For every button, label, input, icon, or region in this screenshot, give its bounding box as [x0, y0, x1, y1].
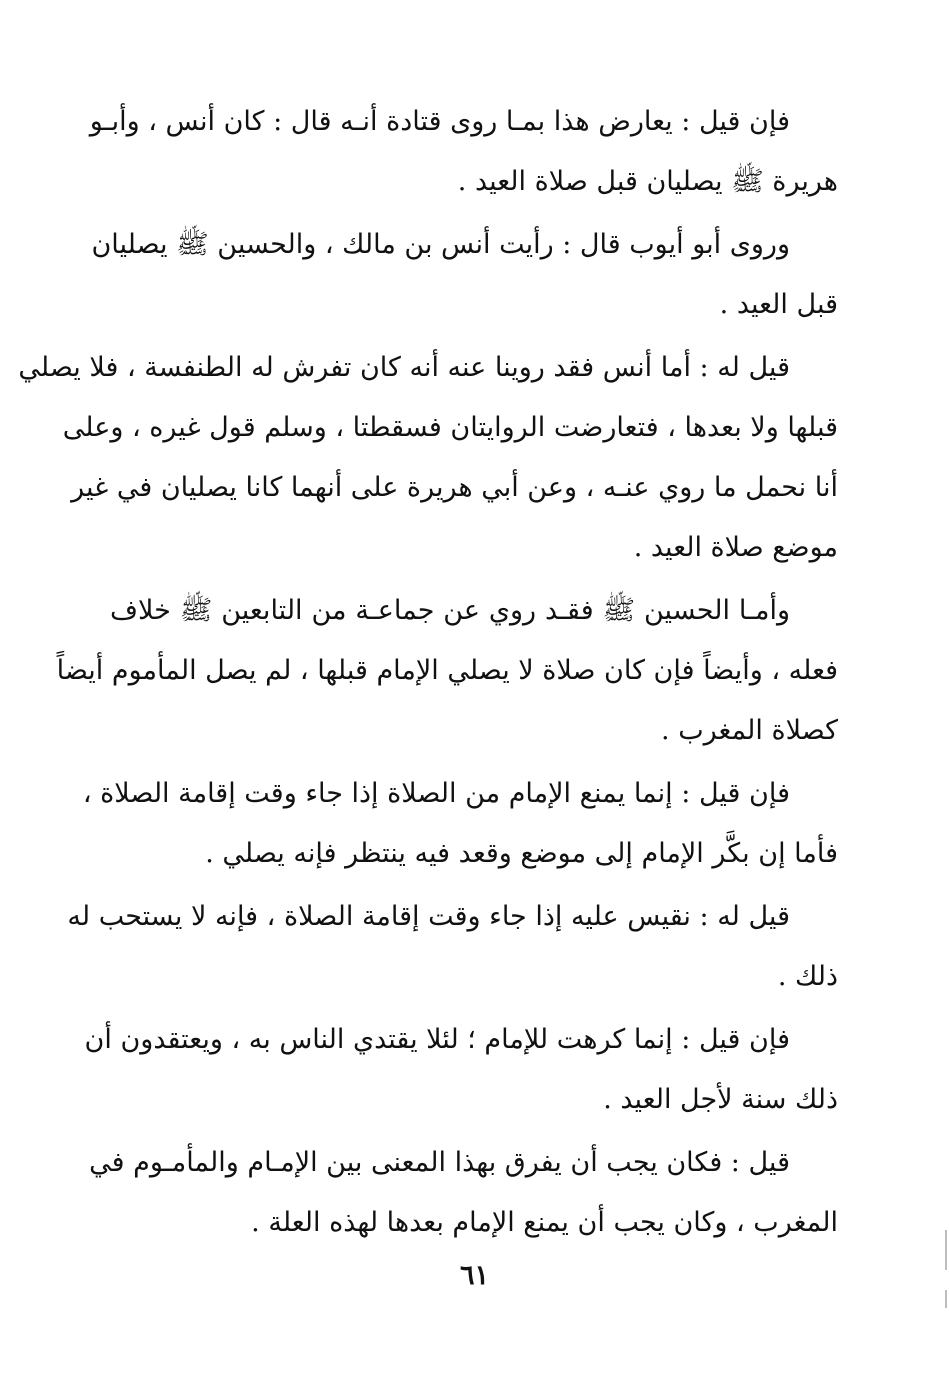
paragraph [89, 92, 838, 212]
text-line: فإن قيل : إنما يمنع الإمام من الصلاة إذا جاء وقت إقامة الصلاة ، [82, 778, 790, 809]
text-line: قيل له : نقيس عليه إذا جاء وقت إقامة الصلاة ، فإنه لا يستحب له [67, 901, 790, 932]
text-line: قبل العيد . [719, 289, 838, 320]
text-line: المغرب ، وكان يجب أن يمنع الإمام بعدها لهذه العلة . [251, 1207, 838, 1238]
text-line: وأمـا الحسين ﷺ فقـد روي عن جماعـة من التابعين ﷺ خلاف [110, 595, 790, 626]
paragraph [67, 887, 838, 1007]
text-line: فإن قيل : إنما كرهت للإمام ؛ لئلا يقتدي الناس به ، ويعتقدون أن [84, 1024, 790, 1055]
text-line: فإن قيل : يعارض هذا بمـا روى قتادة أنـه قال : كان أنس ، وأبـو [89, 106, 790, 137]
paragraph [18, 338, 838, 578]
text-line: قيل له : أما أنس فقد روينا عنه أنه كان تفرش له الطنفسة ، فلا يصلي [18, 352, 790, 383]
paragraph [91, 215, 838, 335]
text-line: قيل : فكان يجب أن يفرق بهذا المعنى بين الإمـام والمأمـوم في [89, 1147, 790, 1178]
text-line: هريرة ﷺ يصليان قبل صلاة العيد . [457, 166, 838, 197]
paragraph [56, 581, 838, 761]
text-line: موضع صلاة العيد . [633, 532, 838, 563]
paragraph [82, 764, 838, 884]
text-line: ذلك . [777, 961, 838, 992]
text-line: قبلها ولا بعدها ، فتعارضت الروايتان فسقطتا ، وسلم قول غيره ، وعلى [62, 412, 838, 443]
text-line: فعله ، وأيضاً فإن كان صلاة لا يصلي الإمام قبلها ، لم يصل المأموم أيضاً [56, 655, 838, 686]
text-line: فأما إن بكَّر الإمام إلى موضع وقعد فيه ينتظر فإنه يصلي . [205, 838, 838, 869]
scan-edge-mark [945, 1230, 947, 1270]
paragraph [84, 1010, 838, 1130]
text-line: ذلك سنة لأجل العيد . [603, 1084, 838, 1115]
scan-edge-mark [945, 1290, 947, 1308]
text-line: وروى أبو أيوب قال : رأيت أنس بن مالك ، والحسين ﷺ يصليان [91, 229, 790, 260]
text-line: أنا نحمل ما روي عنـه ، وعن أبي هريرة على أنهما كانا يصليان في غير [71, 472, 838, 503]
paragraph [89, 1133, 838, 1253]
text-line: كصلاة المغرب . [661, 715, 838, 746]
page-body [18, 92, 838, 1252]
page-number: ٦١ [459, 1260, 489, 1291]
